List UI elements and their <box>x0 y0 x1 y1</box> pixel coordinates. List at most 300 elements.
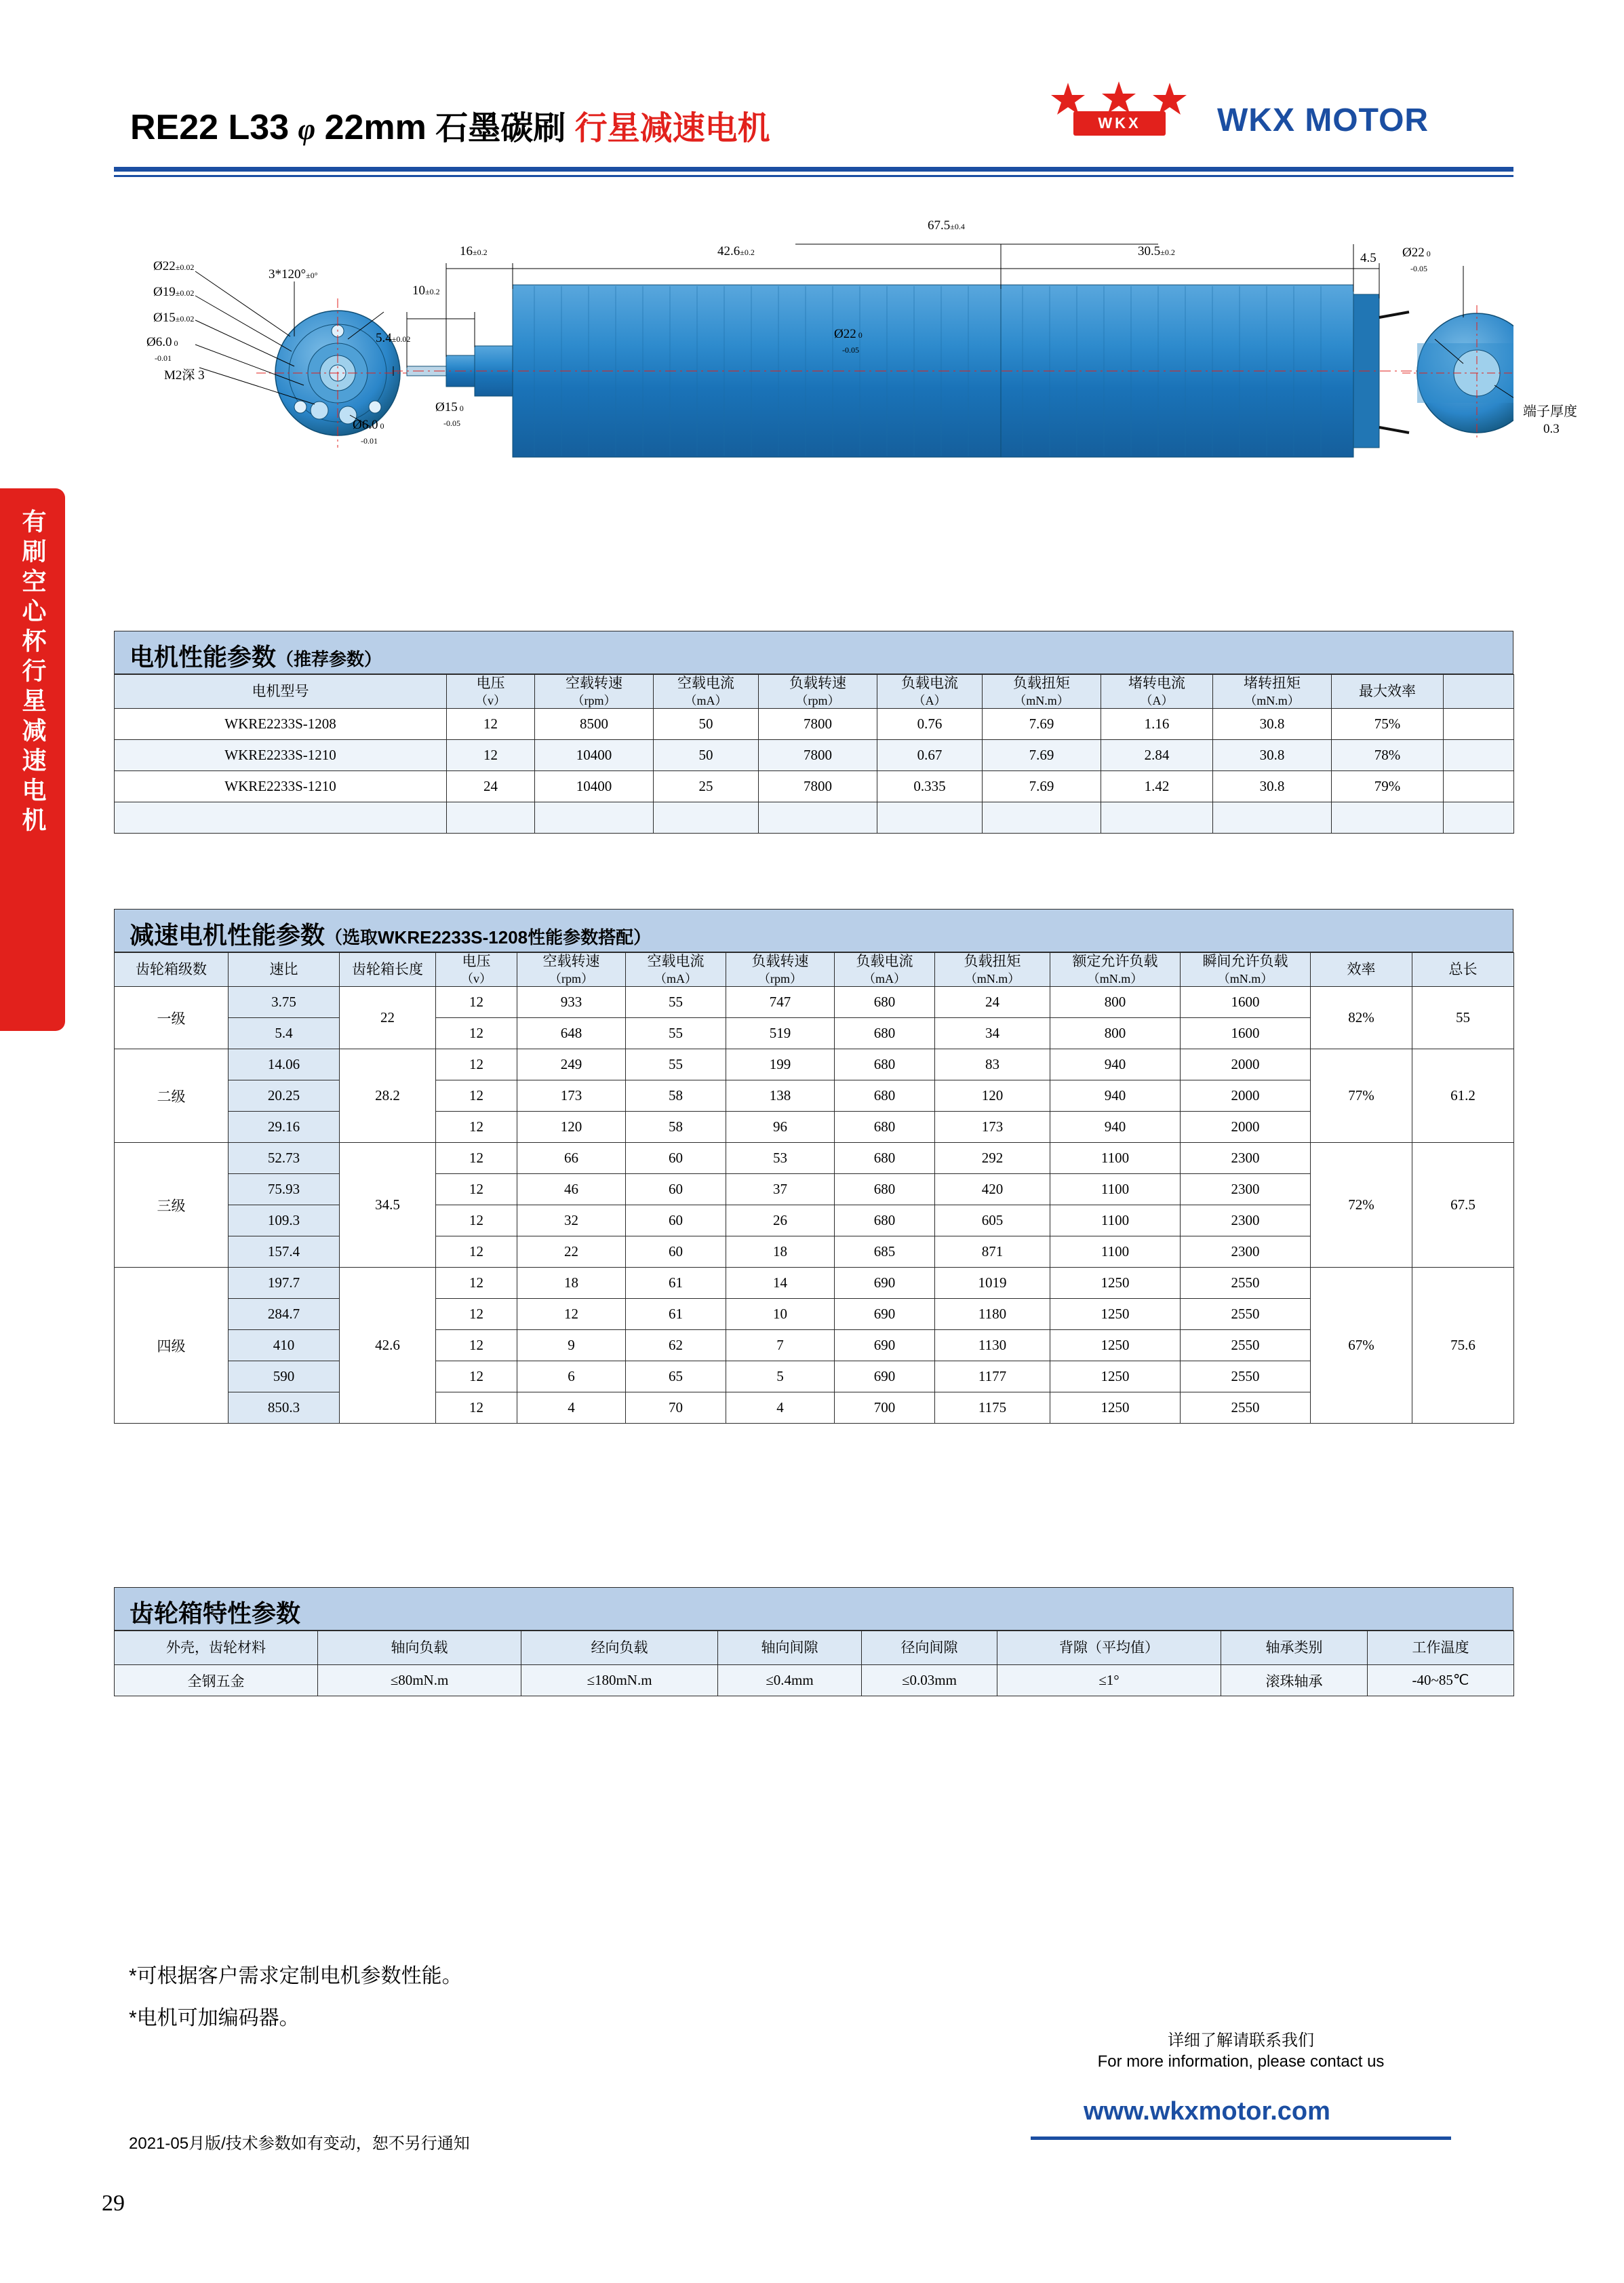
cell-voltage: 24 <box>447 771 535 802</box>
cell-voltage: 12 <box>436 1392 517 1424</box>
cell-load-torque: 24 <box>935 987 1050 1018</box>
cell-load-rpm: 26 <box>726 1205 835 1236</box>
table-row <box>115 1080 1514 1112</box>
cell-voltage: 12 <box>436 1330 517 1361</box>
dim-10: 10±0.2 <box>412 284 440 298</box>
table-row-empty <box>115 802 1514 834</box>
dim-0-3: 0.3 <box>1543 422 1560 436</box>
cell-load-current: 700 <box>835 1392 935 1424</box>
th-peak-load: 瞬间允许负载 （mN.m） <box>1181 953 1311 987</box>
cell-empty <box>1444 802 1514 834</box>
cell-gearbox-length: 28.2 <box>340 1049 436 1143</box>
th-load-rpm: 负载转速 （rpm） <box>759 675 877 709</box>
cell-voltage: 12 <box>436 1174 517 1205</box>
cell-load-current: 680 <box>835 1112 935 1143</box>
cell-gearbox-length: 42.6 <box>340 1268 436 1424</box>
cell-rated-load: 1250 <box>1050 1299 1181 1330</box>
motor-performance-title <box>130 638 382 673</box>
footer-note-2: *电机可加编码器。 <box>129 2007 300 2029</box>
cell-empty <box>535 802 654 834</box>
cell-voltage: 12 <box>436 987 517 1018</box>
cell-noload-rpm: 10400 <box>535 740 654 771</box>
dim-30-5: 30.5±0.2 <box>1138 244 1175 258</box>
cell-noload-current: 61 <box>626 1268 726 1299</box>
cell-noload-current: 50 <box>654 740 759 771</box>
cell-stage: 四级 <box>115 1268 229 1424</box>
rear-face-view <box>1402 266 1513 441</box>
th-max-efficiency: 最大效率 <box>1332 675 1444 709</box>
cell-rated-load: 800 <box>1050 1018 1181 1049</box>
cell-load-rpm: 519 <box>726 1018 835 1049</box>
cell-noload-rpm: 173 <box>517 1080 626 1112</box>
th-stall-torque: 堵转扭矩 （mN.m） <box>1213 675 1332 709</box>
side-tab-label: 有刷空心杯行星减速电机 <box>19 509 47 837</box>
wkx-logo <box>1048 81 1193 142</box>
cell-load-torque: 83 <box>935 1049 1050 1080</box>
th-gearbox-length: 齿轮箱长度 <box>340 953 436 987</box>
cell-load-rpm: 14 <box>726 1268 835 1299</box>
gear-performance-section <box>114 909 1513 1424</box>
cell-noload-rpm: 46 <box>517 1174 626 1205</box>
th-radial-load: 经向负载 <box>521 1631 718 1665</box>
th-model: 电机型号 <box>115 675 447 709</box>
th-noload-rpm: 空载转速 （rpm） <box>535 675 654 709</box>
cell-stall-current: 1.42 <box>1101 771 1213 802</box>
cell-voltage: 12 <box>436 1112 517 1143</box>
cell-empty <box>447 802 535 834</box>
cell-efficiency: 78% <box>1332 740 1444 771</box>
th-voltage: 电压 （v） <box>447 675 535 709</box>
dim-3x120: 3*120°±0° <box>269 267 318 281</box>
cell-backlash: ≤1° <box>997 1665 1221 1696</box>
cell-efficiency: 75% <box>1332 709 1444 740</box>
page-title <box>130 102 770 149</box>
cell-voltage: 12 <box>436 1236 517 1268</box>
cell-model: WKRE2233S-1210 <box>115 740 447 771</box>
motor-performance-band <box>114 631 1513 674</box>
revision-note: 2021-05月版/技术参数如有变动，恕不另行通知 <box>129 2134 470 2153</box>
cell-load-torque: 1177 <box>935 1361 1050 1392</box>
gear-performance-title <box>130 916 651 951</box>
cell-ratio: 29.16 <box>229 1112 340 1143</box>
cell-load-current: 680 <box>835 1205 935 1236</box>
cell-stall-torque: 30.8 <box>1213 740 1332 771</box>
cell-peak-load: 2300 <box>1181 1143 1311 1174</box>
table-row <box>115 1112 1514 1143</box>
cell-load-torque: 7.69 <box>983 771 1101 802</box>
cell-total-length: 75.6 <box>1412 1268 1514 1424</box>
table-row <box>115 1143 1514 1174</box>
gear-performance-band <box>114 909 1513 952</box>
cell-noload-current: 60 <box>626 1174 726 1205</box>
cell-load-torque: 7.69 <box>983 740 1101 771</box>
cell-total-length: 55 <box>1412 987 1514 1049</box>
cell-noload-current: 61 <box>626 1299 726 1330</box>
cell-load-rpm: 10 <box>726 1299 835 1330</box>
cell-ratio: 52.73 <box>229 1143 340 1174</box>
dim-d22-body: Ø22 0 -0.05 <box>834 327 863 355</box>
th-housing-material: 外壳，齿轮材料 <box>115 1631 318 1665</box>
dim-terminal-thickness: 端子厚度 <box>1523 404 1577 419</box>
cell-load-torque: 1019 <box>935 1268 1050 1299</box>
dim-4-5: 4.5 <box>1360 251 1377 265</box>
title-desc-red: 行星减速电机 <box>574 111 770 147</box>
cell-load-torque: 1175 <box>935 1392 1050 1424</box>
th-stage: 齿轮箱级数 <box>115 953 229 987</box>
table-row <box>115 1361 1514 1392</box>
page-header <box>0 0 1624 183</box>
th-efficiency: 效率 <box>1311 953 1412 987</box>
cell-rated-load: 1100 <box>1050 1143 1181 1174</box>
cell-ratio: 109.3 <box>229 1205 340 1236</box>
cell-peak-load: 2550 <box>1181 1299 1311 1330</box>
cell-total-length: 67.5 <box>1412 1143 1514 1268</box>
cell-spare <box>1444 771 1514 802</box>
cell-ratio: 850.3 <box>229 1392 340 1424</box>
dim-67-5: 67.5±0.4 <box>928 218 965 233</box>
dim-42-6: 42.6±0.2 <box>717 244 755 258</box>
cell-ratio: 20.25 <box>229 1080 340 1112</box>
cell-load-rpm: 138 <box>726 1080 835 1112</box>
gearbox-characteristics-band <box>114 1587 1513 1631</box>
cell-stage: 二级 <box>115 1049 229 1143</box>
cell-noload-rpm: 933 <box>517 987 626 1018</box>
th-voltage: 电压 （v） <box>436 953 517 987</box>
cell-noload-current: 58 <box>626 1112 726 1143</box>
title-desc-black: 石墨碳刷 <box>435 111 566 147</box>
drawing-svg <box>114 203 1513 624</box>
cell-radial-load: ≤180mN.m <box>521 1665 718 1696</box>
side-tab <box>0 488 65 1031</box>
cell-stall-current: 1.16 <box>1101 709 1213 740</box>
cell-load-current: 685 <box>835 1236 935 1268</box>
cell-peak-load: 2000 <box>1181 1080 1311 1112</box>
cell-peak-load: 2550 <box>1181 1330 1311 1361</box>
cell-voltage: 12 <box>447 709 535 740</box>
cell-voltage: 12 <box>436 1361 517 1392</box>
cell-peak-load: 2300 <box>1181 1205 1311 1236</box>
gear-performance-table <box>114 952 1514 1424</box>
cell-load-torque: 173 <box>935 1112 1050 1143</box>
th-load-current: 负载电流 （mA） <box>835 953 935 987</box>
cell-peak-load: 1600 <box>1181 1018 1311 1049</box>
motor-performance-section <box>114 631 1513 834</box>
th-axial-clearance: 轴向间隙 <box>718 1631 862 1665</box>
cell-peak-load: 2550 <box>1181 1268 1311 1299</box>
cell-load-torque: 871 <box>935 1236 1050 1268</box>
cell-model: WKRE2233S-1210 <box>115 771 447 802</box>
table-row <box>115 1174 1514 1205</box>
cell-load-current: 690 <box>835 1361 935 1392</box>
table-row <box>115 1299 1514 1330</box>
cell-ratio: 157.4 <box>229 1236 340 1268</box>
cell-noload-rpm: 8500 <box>535 709 654 740</box>
cell-load-rpm: 4 <box>726 1392 835 1424</box>
cell-axial-clearance: ≤0.4mm <box>718 1665 862 1696</box>
cell-rated-load: 1100 <box>1050 1236 1181 1268</box>
cell-rated-load: 800 <box>1050 987 1181 1018</box>
cell-load-rpm: 199 <box>726 1049 835 1080</box>
gearbox-characteristics-title: 齿轮箱特性参数 <box>130 1599 301 1627</box>
website-url[interactable]: www.wkxmotor.com <box>1084 2097 1330 2126</box>
motor-performance-title-sub: （推荐参数） <box>276 649 382 669</box>
cell-ratio: 14.06 <box>229 1049 340 1080</box>
cell-stall-torque: 30.8 <box>1213 771 1332 802</box>
cell-noload-rpm: 66 <box>517 1143 626 1174</box>
cell-voltage: 12 <box>436 1080 517 1112</box>
th-bearing-type: 轴承类别 <box>1221 1631 1368 1665</box>
cell-voltage: 12 <box>436 1299 517 1330</box>
cell-empty <box>983 802 1101 834</box>
cell-load-current: 690 <box>835 1268 935 1299</box>
cell-voltage: 12 <box>436 1143 517 1174</box>
cell-noload-current: 60 <box>626 1236 726 1268</box>
table-row <box>115 1665 1514 1696</box>
cell-noload-rpm: 18 <box>517 1268 626 1299</box>
cell-load-rpm: 7800 <box>759 740 877 771</box>
cell-noload-rpm: 12 <box>517 1299 626 1330</box>
cell-load-torque: 292 <box>935 1143 1050 1174</box>
cell-operating-temp: -40~85℃ <box>1368 1665 1514 1696</box>
cell-load-current: 680 <box>835 1049 935 1080</box>
cell-noload-rpm: 648 <box>517 1018 626 1049</box>
cell-efficiency: 77% <box>1311 1049 1412 1143</box>
gear-performance-title-main: 减速电机性能参数 <box>130 921 325 949</box>
table-row <box>115 987 1514 1018</box>
th-noload-rpm: 空载转速 （rpm） <box>517 953 626 987</box>
cell-efficiency: 67% <box>1311 1268 1412 1424</box>
dim-16: 16±0.2 <box>460 244 488 258</box>
th-ratio: 速比 <box>229 953 340 987</box>
cell-empty <box>877 802 983 834</box>
cell-total-length: 61.2 <box>1412 1049 1514 1143</box>
side-view <box>392 244 1443 457</box>
table-row <box>115 740 1514 771</box>
cell-gearbox-length: 22 <box>340 987 436 1049</box>
cell-noload-rpm: 32 <box>517 1205 626 1236</box>
gearbox-characteristics-table <box>114 1631 1514 1696</box>
cell-housing-material: 全钢五金 <box>115 1665 318 1696</box>
cell-load-torque: 420 <box>935 1174 1050 1205</box>
brand-name: WKX MOTOR <box>1217 102 1429 138</box>
dim-5-4: 5.4±0.02 <box>376 331 411 345</box>
cell-load-rpm: 5 <box>726 1361 835 1392</box>
dim-m2-depth: M2深 3 <box>164 368 205 383</box>
cell-model: WKRE2233S-1208 <box>115 709 447 740</box>
table-header-row <box>115 675 1514 709</box>
table-row <box>115 1330 1514 1361</box>
cell-load-torque: 34 <box>935 1018 1050 1049</box>
cell-noload-rpm: 10400 <box>535 771 654 802</box>
logo-wordmark: WKX <box>1073 111 1166 136</box>
header-rule <box>114 167 1513 172</box>
th-rated-load: 额定允许负载 （mN.m） <box>1050 953 1181 987</box>
th-backlash: 背隙（平均值） <box>997 1631 1221 1665</box>
cell-ratio: 3.75 <box>229 987 340 1018</box>
th-spare <box>1444 675 1514 709</box>
contact-en: For more information, please contact us <box>1097 2052 1385 2071</box>
cell-ratio: 284.7 <box>229 1299 340 1330</box>
cell-rated-load: 1100 <box>1050 1174 1181 1205</box>
page-number: 29 <box>102 2191 125 2216</box>
table-row <box>115 1049 1514 1080</box>
cell-radial-clearance: ≤0.03mm <box>862 1665 997 1696</box>
table-header-row <box>115 1631 1514 1665</box>
cell-spare <box>1444 709 1514 740</box>
cell-load-torque: 605 <box>935 1205 1050 1236</box>
cell-peak-load: 1600 <box>1181 987 1311 1018</box>
cell-load-current: 0.335 <box>877 771 983 802</box>
cell-bearing-type: 滚珠轴承 <box>1221 1665 1368 1696</box>
th-radial-clearance: 径向间隙 <box>862 1631 997 1665</box>
th-load-torque: 负载扭矩 （mN.m） <box>935 953 1050 987</box>
title-size: 22mm <box>324 108 427 147</box>
cell-ratio: 590 <box>229 1361 340 1392</box>
cell-empty <box>1101 802 1213 834</box>
cell-load-rpm: 7 <box>726 1330 835 1361</box>
cell-load-current: 680 <box>835 1080 935 1112</box>
cell-voltage: 12 <box>447 740 535 771</box>
title-model: RE22 L33 <box>130 108 290 147</box>
cell-load-current: 680 <box>835 987 935 1018</box>
dim-d15-shaft: Ø15 0 -0.05 <box>435 400 464 428</box>
cell-rated-load: 940 <box>1050 1080 1181 1112</box>
website-underline <box>1031 2136 1451 2140</box>
dim-d22-rear: Ø22 0 -0.05 <box>1402 246 1431 273</box>
cell-ratio: 410 <box>229 1330 340 1361</box>
cell-ratio: 197.7 <box>229 1268 340 1299</box>
cell-noload-current: 55 <box>626 1049 726 1080</box>
cell-noload-current: 58 <box>626 1080 726 1112</box>
cell-noload-rpm: 6 <box>517 1361 626 1392</box>
cell-ratio: 75.93 <box>229 1174 340 1205</box>
cell-voltage: 12 <box>436 1268 517 1299</box>
th-noload-current: 空载电流 （mA） <box>654 675 759 709</box>
cell-empty <box>759 802 877 834</box>
cell-load-rpm: 53 <box>726 1143 835 1174</box>
cell-gearbox-length: 34.5 <box>340 1143 436 1268</box>
cell-load-current: 0.67 <box>877 740 983 771</box>
footer-note-1: *可根据客户需求定制电机参数性能。 <box>129 1965 462 1987</box>
cell-noload-rpm: 22 <box>517 1236 626 1268</box>
cell-noload-current: 55 <box>626 1018 726 1049</box>
table-header-row <box>115 953 1514 987</box>
cell-noload-current: 60 <box>626 1143 726 1174</box>
cell-empty <box>1213 802 1332 834</box>
cell-axial-load: ≤80mN.m <box>318 1665 521 1696</box>
th-operating-temp: 工作温度 <box>1368 1631 1514 1665</box>
cell-rated-load: 940 <box>1050 1112 1181 1143</box>
table-row <box>115 771 1514 802</box>
cell-load-current: 680 <box>835 1143 935 1174</box>
cell-load-current: 680 <box>835 1174 935 1205</box>
th-total-length: 总长 <box>1412 953 1514 987</box>
cell-ratio: 5.4 <box>229 1018 340 1049</box>
motor-performance-table <box>114 674 1514 834</box>
motor-performance-title-main: 电机性能参数 <box>130 643 277 671</box>
cell-voltage: 12 <box>436 1049 517 1080</box>
title-phi: φ <box>298 113 316 146</box>
front-face-view <box>195 271 422 448</box>
cell-voltage: 12 <box>436 1205 517 1236</box>
cell-noload-rpm: 249 <box>517 1049 626 1080</box>
cell-empty <box>115 802 447 834</box>
th-axial-load: 轴向负载 <box>318 1631 521 1665</box>
table-row <box>115 1268 1514 1299</box>
th-stall-current: 堵转电流 （A） <box>1101 675 1213 709</box>
cell-rated-load: 1250 <box>1050 1330 1181 1361</box>
cell-noload-current: 55 <box>626 987 726 1018</box>
cell-rated-load: 1100 <box>1050 1205 1181 1236</box>
cell-peak-load: 2300 <box>1181 1174 1311 1205</box>
cell-stall-torque: 30.8 <box>1213 709 1332 740</box>
cell-voltage: 12 <box>436 1018 517 1049</box>
contact-cn: 详细了解请联系我们 <box>1168 2031 1314 2050</box>
cell-noload-current: 50 <box>654 709 759 740</box>
cell-efficiency: 82% <box>1311 987 1412 1049</box>
cell-load-rpm: 7800 <box>759 771 877 802</box>
th-load-torque: 负载扭矩 （mN.m） <box>983 675 1101 709</box>
cell-noload-current: 62 <box>626 1330 726 1361</box>
dim-d22-flange: Ø22±0.02 <box>153 259 195 273</box>
cell-load-rpm: 7800 <box>759 709 877 740</box>
cell-load-torque: 1180 <box>935 1299 1050 1330</box>
table-row <box>115 1236 1514 1268</box>
cell-rated-load: 1250 <box>1050 1361 1181 1392</box>
dim-d60-b: Ø6.0 0 -0.01 <box>353 418 384 446</box>
cell-peak-load: 2550 <box>1181 1392 1311 1424</box>
th-load-current: 负载电流 （A） <box>877 675 983 709</box>
cell-load-current: 0.76 <box>877 709 983 740</box>
cell-load-rpm: 18 <box>726 1236 835 1268</box>
cell-noload-rpm: 4 <box>517 1392 626 1424</box>
cell-peak-load: 2300 <box>1181 1236 1311 1268</box>
dim-d19: Ø19±0.02 <box>153 285 195 299</box>
cell-peak-load: 2550 <box>1181 1361 1311 1392</box>
cell-stage: 三级 <box>115 1143 229 1268</box>
cell-load-current: 690 <box>835 1330 935 1361</box>
cell-load-torque: 1130 <box>935 1330 1050 1361</box>
cell-noload-current: 70 <box>626 1392 726 1424</box>
dim-d15: Ø15±0.02 <box>153 311 195 325</box>
table-row <box>115 1205 1514 1236</box>
cell-load-rpm: 37 <box>726 1174 835 1205</box>
table-row <box>115 1018 1514 1049</box>
table-row <box>115 1392 1514 1424</box>
cell-noload-rpm: 120 <box>517 1112 626 1143</box>
cell-peak-load: 2000 <box>1181 1112 1311 1143</box>
cell-noload-current: 65 <box>626 1361 726 1392</box>
cell-stage: 一级 <box>115 987 229 1049</box>
cell-load-torque: 120 <box>935 1080 1050 1112</box>
cell-empty <box>1332 802 1444 834</box>
cell-load-current: 680 <box>835 1018 935 1049</box>
cell-rated-load: 1250 <box>1050 1392 1181 1424</box>
th-load-rpm: 负载转速 （rpm） <box>726 953 835 987</box>
cell-load-rpm: 747 <box>726 987 835 1018</box>
cell-efficiency: 72% <box>1311 1143 1412 1268</box>
cell-load-rpm: 96 <box>726 1112 835 1143</box>
technical-drawing <box>114 203 1577 624</box>
table-row <box>115 709 1514 740</box>
cell-noload-rpm: 9 <box>517 1330 626 1361</box>
cell-load-torque: 7.69 <box>983 709 1101 740</box>
dim-d60-a: Ø6.0 0 -0.01 <box>146 335 178 363</box>
gear-performance-title-sub: （选取WKRE2233S-1208性能参数搭配） <box>325 927 652 948</box>
side-tab-inner <box>0 488 65 1031</box>
cell-peak-load: 2000 <box>1181 1049 1311 1080</box>
cell-load-current: 690 <box>835 1299 935 1330</box>
